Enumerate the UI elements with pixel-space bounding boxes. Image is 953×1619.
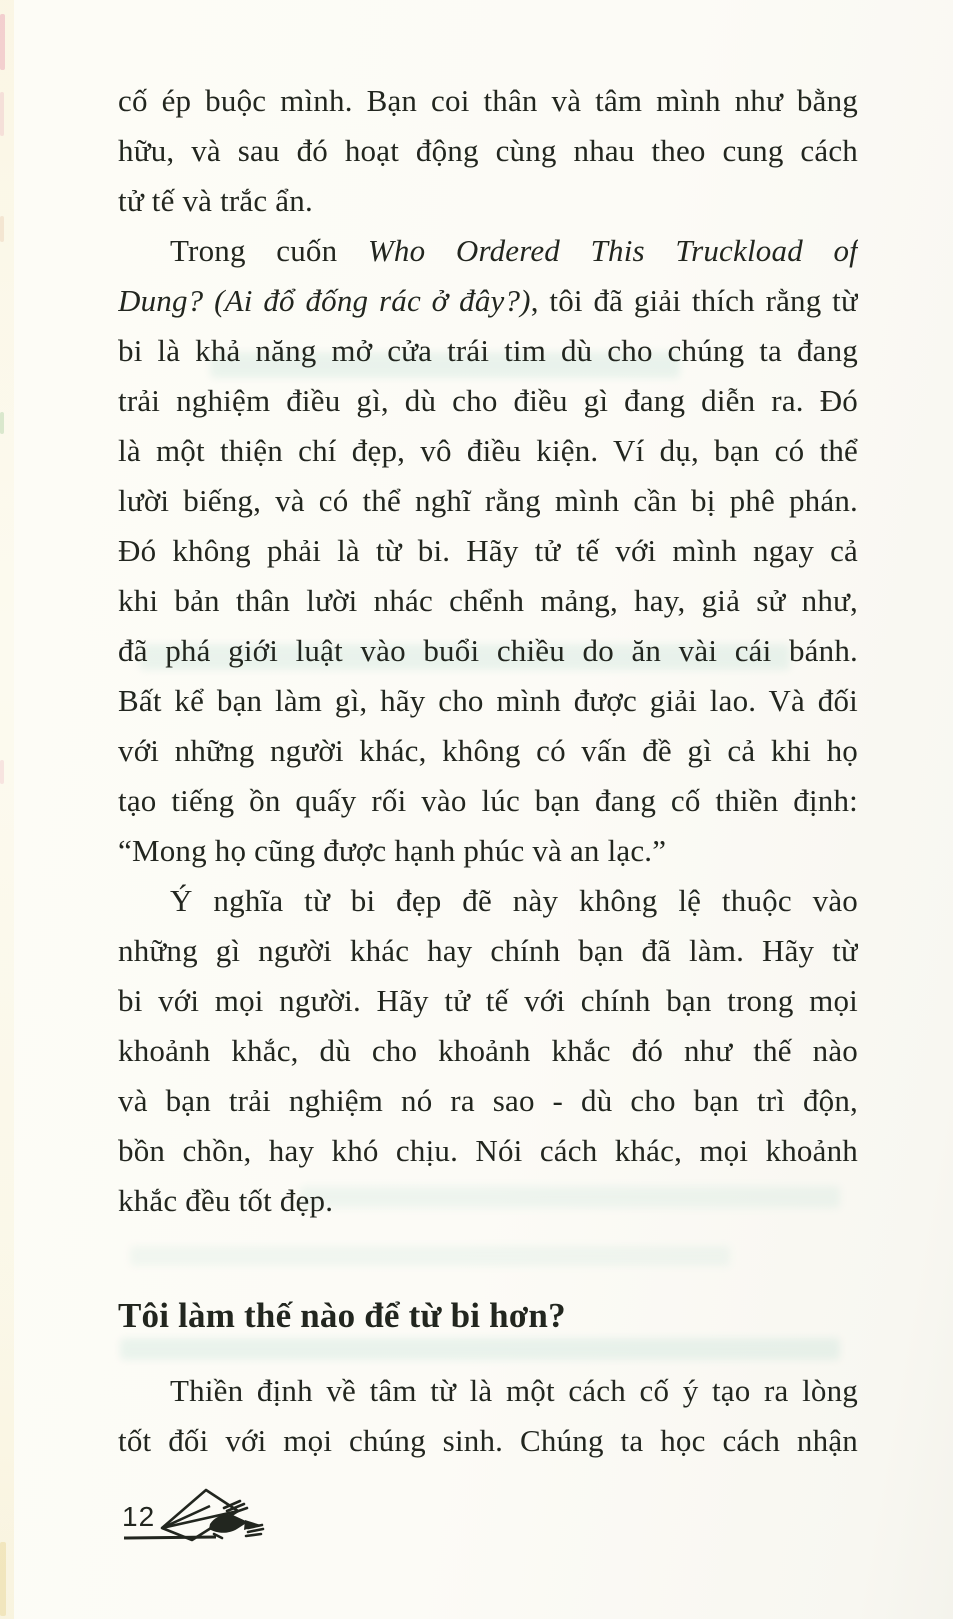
text-segment: Thiền định về tâm từ là một cách cố ý tạo ra lòng — [170, 1373, 858, 1408]
paragraph-block — [118, 1366, 858, 1466]
text-segment: khi bản thân lười nhác chểnh mảng, hay, giả sử như, — [118, 583, 858, 618]
text-segment: Đó không phải là từ bi. Hãy tử tế với mình ngay cả — [118, 533, 858, 568]
text-line — [118, 426, 858, 476]
page-number: 12 — [122, 1501, 156, 1532]
text-line — [118, 626, 858, 676]
text-line — [118, 776, 858, 826]
text-line — [118, 1026, 858, 1076]
text-segment: khắc đều tốt đẹp. — [118, 1183, 334, 1218]
text-segment: bồn chồn, hay khó chịu. Nói cách khác, mọi khoảnh — [118, 1133, 858, 1168]
text-segment: hữu, và sau đó hoạt động cùng nhau theo cung cách — [118, 133, 858, 168]
paragraph-block — [118, 76, 858, 1226]
bird-ornament-icon — [158, 1484, 266, 1547]
text-line — [118, 1076, 858, 1126]
text-line — [118, 876, 858, 926]
text-segment: đã phá giới luật vào buổi chiều do ăn vài cái bánh. — [118, 633, 858, 668]
text-line — [118, 726, 858, 776]
text-segment: tốt đối với mọi chúng sinh. Chúng ta học cách nhận — [118, 1423, 858, 1458]
text-segment: với những người khác, không có vấn đề gì cả khi họ — [118, 733, 858, 768]
scan-artifact — [0, 92, 4, 136]
text-segment: bi với mọi người. Hãy tử tế với chính bạn trong mọi — [118, 983, 858, 1018]
text-line — [118, 676, 858, 726]
text-segment: lười biếng, và có thể nghĩ rằng mình cần bị phê phán. — [118, 483, 858, 518]
text-segment: , tôi đã giải thích rằng từ — [530, 283, 858, 318]
text-line — [118, 976, 858, 1026]
text-line — [118, 176, 858, 226]
text-segment: tạo tiếng ồn quấy rối vào lúc bạn đang cố thiền định: — [118, 783, 858, 818]
text-line — [118, 1416, 858, 1466]
text-segment: Ý nghĩa từ bi đẹp đẽ này không lệ thuộc vào — [170, 883, 858, 918]
text-line — [118, 326, 858, 376]
text-segment: bi là khả năng mở cửa trái tim dù cho chúng ta đang — [118, 333, 858, 368]
scan-artifact — [0, 14, 5, 70]
section-heading: Tôi làm thế nào để từ bi hơn? — [118, 1296, 566, 1335]
text-line — [118, 276, 858, 326]
italic-text-segment: Who Ordered This Truckload of — [367, 233, 858, 268]
scan-artifact — [0, 760, 4, 784]
text-segment: Bất kể bạn làm gì, hãy cho mình được giải lao. Và đối — [118, 683, 858, 718]
text-segment: khoảnh khắc, dù cho khoảnh khắc đó như thế nào — [118, 1033, 858, 1068]
text-line — [118, 1176, 858, 1226]
text-line — [118, 1126, 858, 1176]
text-segment: cố ép buộc mình. Bạn coi thân và tâm mình như bằng — [118, 83, 858, 118]
text-segment: là một thiện chí đẹp, vô điều kiện. Ví dụ, bạn có thể — [118, 433, 858, 468]
text-segment: và bạn trải nghiệm nó ra sao - dù cho bạn trì độn, — [118, 1083, 858, 1118]
scan-artifact — [0, 412, 4, 434]
text-segment: những gì người khác hay chính bạn đã làm. Hãy từ — [118, 933, 858, 968]
text-segment: tử tế và trắc ẩn. — [118, 183, 313, 218]
text-line — [118, 376, 858, 426]
text-line — [118, 576, 858, 626]
text-line — [118, 226, 858, 276]
text-line — [118, 476, 858, 526]
text-line — [118, 126, 858, 176]
text-line — [118, 76, 858, 126]
text-line — [118, 826, 858, 876]
text-line — [118, 526, 858, 576]
text-segment: trải nghiệm điều gì, dù cho điều gì đang diễn ra. Đó — [118, 383, 858, 418]
text-segment: Trong cuốn — [170, 233, 368, 268]
italic-text-segment: Dung? (Ai đổ đống rác ở đây?) — [118, 283, 531, 318]
scan-artifact — [0, 1542, 6, 1616]
text-segment: “Mong họ cũng được hạnh phúc và an lạc.” — [118, 833, 667, 868]
scan-edge-tint — [0, 0, 14, 1619]
page-text — [118, 76, 858, 1466]
text-line — [118, 926, 858, 976]
scan-artifact — [0, 216, 4, 242]
page-footer — [122, 1484, 342, 1544]
text-line — [118, 1366, 858, 1416]
